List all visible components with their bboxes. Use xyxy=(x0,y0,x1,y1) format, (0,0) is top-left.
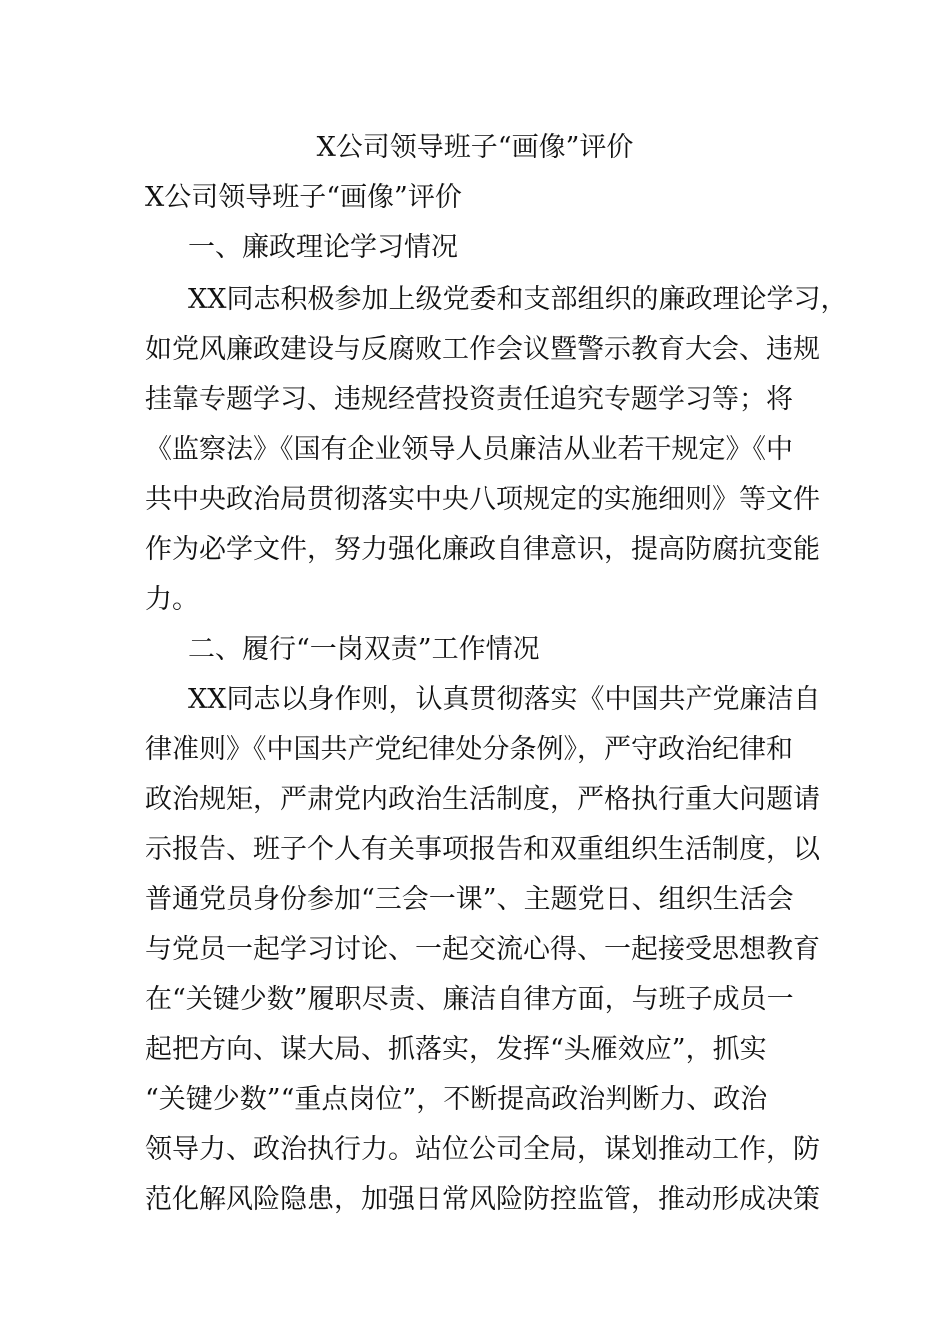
paragraph-line: 领导力、政治执行力。站位公司全局，谋划推动工作，防 xyxy=(145,1134,820,1165)
section-heading-1: 一、廉政理论学习情况 xyxy=(188,232,458,263)
paragraph-line: 如党风廉政建设与反腐败工作会议暨警示教育大会、违规 xyxy=(145,334,820,365)
section-heading-2: 二、履行“一岗双责”工作情况 xyxy=(188,634,540,665)
paragraph-line: 作为必学文件，努力强化廉政自律意识，提高防腐抗变能 xyxy=(145,534,820,565)
paragraph-line: 力。 xyxy=(145,584,199,615)
paragraph-line: 《监察法》《国有企业领导人员廉洁从业若干规定》《中 xyxy=(145,434,793,465)
paragraph-line: 与党员一起学习讨论、一起交流心得、一起接受思想教育 xyxy=(145,934,820,965)
paragraph-line: 普通党员身份参加“三会一课”、主题党日、组织生活会 xyxy=(145,884,794,915)
paragraph-line: 政治规矩，严肃党内政治生活制度，严格执行重大问题请 xyxy=(145,784,820,815)
paragraph-line: XX同志积极参加上级党委和支部组织的廉政理论学习， xyxy=(188,284,848,315)
document-title: X公司领导班子“画像”评价 xyxy=(316,132,634,163)
paragraph-line: XX同志以身作则，认真贯彻落实《中国共产党廉洁自 xyxy=(188,684,821,715)
paragraph-line: “关键少数”“重点岗位”，不断提高政治判断力、政治 xyxy=(145,1084,768,1115)
document-subtitle: X公司领导班子“画像”评价 xyxy=(145,182,462,213)
paragraph-line: 共中央政治局贯彻落实中央八项规定的实施细则》等文件 xyxy=(145,484,820,515)
paragraph-line: 起把方向、谋大局、抓落实，发挥“头雁效应”，抓实 xyxy=(145,1034,767,1065)
paragraph-line: 律准则》《中国共产党纪律处分条例》，严守政治纪律和 xyxy=(145,734,793,765)
paragraph-line: 示报告、班子个人有关事项报告和双重组织生活制度，以 xyxy=(145,834,820,865)
paragraph-line: 在“关键少数”履职尽责、廉洁自律方面，与班子成员一 xyxy=(145,984,794,1015)
paragraph-line: 挂靠专题学习、违规经营投资责任追究专题学习等；将 xyxy=(145,384,793,415)
paragraph-line: 范化解风险隐患，加强日常风险防控监管，推动形成决策 xyxy=(145,1184,820,1215)
